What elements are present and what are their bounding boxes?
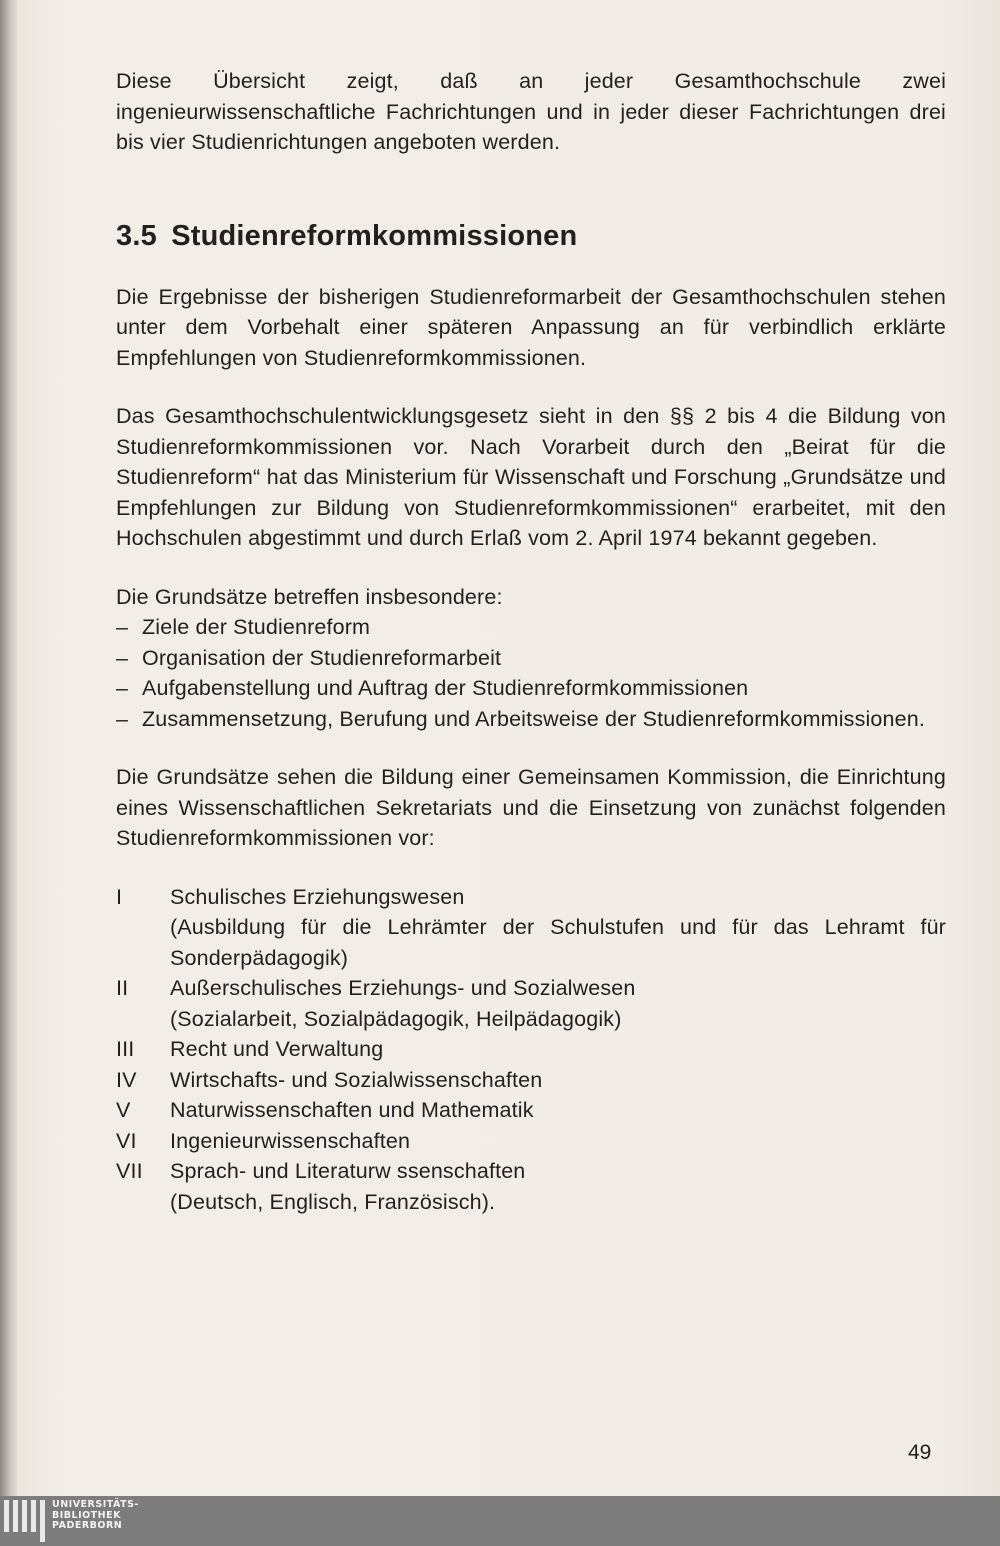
commission-title: Außerschulisches Erziehungs- und Sozialwesen	[170, 976, 636, 1000]
commission-item	[116, 973, 946, 1034]
page-content	[116, 66, 946, 1217]
list-item	[116, 643, 946, 674]
library-logo-icon	[4, 1500, 45, 1532]
list-item-text: Organisation der Studienreformarbeit	[142, 645, 502, 670]
commission-numeral: V	[116, 1098, 131, 1122]
book-gutter-shadow	[0, 0, 18, 1496]
list-item	[116, 673, 946, 704]
page-number: 49	[908, 1441, 932, 1464]
paragraph-1: Die Ergebnisse der bisherigen Studienreformarbeit der Gesamthochschulen stehen unter dem Vorbehalt einer späteren Anpassung an für verbindlich erklärte Empfehlungen von Studienreformkommissionen.	[116, 284, 946, 370]
principles-lead: Die Grundsätze betreffen insbesondere:	[116, 584, 503, 609]
dash-mark: –	[116, 615, 129, 639]
commission-title: Recht und Verwaltung	[170, 1037, 384, 1061]
commission-note: (Deutsch, Englisch, Französisch).	[170, 1189, 496, 1214]
principles-list	[116, 612, 946, 734]
commission-numeral: IV	[116, 1067, 137, 1092]
commission-item	[116, 1095, 946, 1126]
commission-list	[116, 882, 946, 1218]
commission-title: Naturwissenschaften und Mathematik	[170, 1098, 534, 1122]
dash-mark: –	[116, 706, 129, 731]
library-footer	[0, 1496, 1000, 1546]
list-item-text: Zusammensetzung, Berufung und Arbeitsweise der Studienreformkommissionen.	[142, 706, 925, 731]
commission-numeral: VII	[116, 1159, 143, 1183]
commission-item	[116, 1156, 946, 1217]
commission-title: Wirtschafts- und Sozialwissenschaften	[170, 1067, 543, 1092]
library-name	[52, 1500, 139, 1532]
commission-title: Ingenieurwissenschaften	[170, 1128, 411, 1153]
list-item-text: Aufgabenstellung und Auftrag der Studienreformkommissionen	[142, 676, 749, 700]
library-line-2: BIBLIOTHEK	[52, 1509, 121, 1521]
commission-numeral: III	[116, 1037, 135, 1061]
paragraph-2: Das Gesamthochschulentwicklungsgesetz sieht in den §§ 2 bis 4 die Bildung von Studienreformkommissionen vor. Nach Vorarbeit durch den „Beirat für die Studienreform“ hat das Ministerium für Wissenschaft und Forschung „Grundsätze und Empfehlungen zur Bildung von Studienreformkommissionen“ erarbeitet, mit den Hochschulen abgestimmt und durch Erlaß vom 2. April 1974 bekannt gegeben.	[116, 404, 946, 550]
library-line-3: PADERBORN	[52, 1520, 123, 1531]
commission-title: Schulisches Erziehungswesen	[170, 884, 465, 909]
commission-item	[116, 1126, 946, 1157]
commission-item	[116, 1034, 946, 1065]
list-item	[116, 704, 946, 735]
commission-item	[116, 1065, 946, 1096]
library-line-1: UNIVERSITÄTS-	[52, 1499, 139, 1510]
commission-title: Sprach- und Literaturw ssenschaften	[170, 1159, 526, 1183]
paragraph-4: Die Grundsätze sehen die Bildung einer Gemeinsamen Kommission, die Einrichtung eines Wissenschaftlichen Sekretariats und die Einsetzung von zunächst folgenden Studienreformkommissionen vor:	[116, 765, 946, 850]
dash-mark: –	[116, 645, 129, 670]
commission-item	[116, 882, 946, 974]
commission-numeral: VI	[116, 1128, 137, 1153]
list-item-text: Ziele der Studienreform	[142, 615, 371, 639]
commission-numeral: II	[116, 976, 129, 1000]
intro-paragraph: Diese Übersicht zeigt, daß an jeder Gesamthochschule zwei ingenieurwissenschaftliche Fachrichtungen und in jeder dieser Fachrichtungen drei bis vier Studienrichtungen angeboten werden.	[116, 69, 946, 154]
dash-mark: –	[116, 676, 129, 700]
commission-numeral: I	[116, 884, 123, 909]
section-heading	[116, 218, 946, 254]
commission-note: (Sozialarbeit, Sozialpädagogik, Heilpädagogik)	[170, 1006, 622, 1031]
section-number: 3.5	[116, 219, 157, 252]
section-title: Studienreformkommissionen	[171, 219, 578, 252]
list-item	[116, 612, 946, 643]
commission-note: (Ausbildung für die Lehrämter der Schulstufen und für das Lehramt für Sonderpädagogik)	[170, 915, 946, 970]
